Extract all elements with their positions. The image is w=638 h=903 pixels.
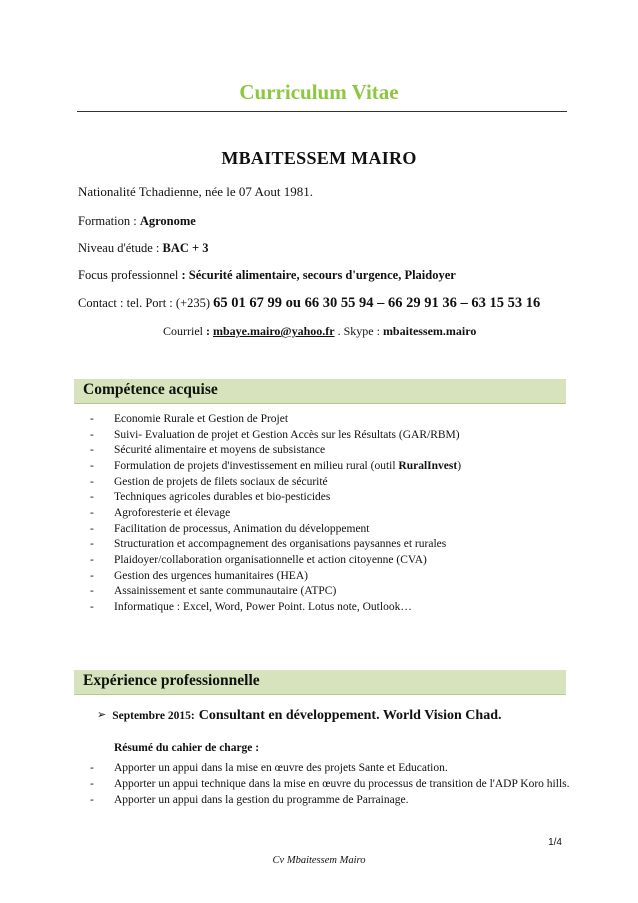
page-footer: Cv Mbaitessem Mairo: [272, 855, 366, 866]
list-item: [90, 428, 461, 444]
list-item-text: Assainissement et sante communautaire (ATPC): [114, 585, 337, 598]
list-item: [90, 412, 461, 428]
list-item-text: Agroforesterie et élevage: [114, 506, 231, 519]
dash: -: [90, 553, 94, 566]
list-item-text: Apporter un appui dans la mise en œuvre des projets Sante et Education.: [114, 762, 448, 774]
competence-list: [90, 412, 461, 616]
list-item: [90, 760, 570, 776]
dash: -: [90, 506, 94, 519]
cv-title: Curriculum Vitae: [239, 80, 399, 104]
task-list: [90, 760, 570, 808]
email-label: Courriel: [163, 324, 206, 338]
list-item: [90, 776, 570, 792]
email-line: [163, 324, 476, 339]
dash: -: [90, 428, 94, 441]
focus-line: [78, 268, 456, 283]
formation-value: Agronome: [139, 214, 196, 228]
dash: -: [90, 569, 94, 582]
list-item: [90, 506, 461, 522]
list-item-text: Gestion de projets de filets sociaux de sécurité: [114, 475, 328, 488]
list-item-text: Economie Rurale et Gestion de Projet: [114, 413, 289, 425]
person-name: MBAITESSEM MAIRO: [221, 148, 417, 168]
list-item-text: Facilitation de processus, Animation du développement: [114, 522, 370, 535]
formation-line: [78, 214, 196, 229]
dash: -: [90, 778, 94, 790]
list-item-text: Plaidoyer/collaboration organisationnelle et action citoyenne (CVA): [114, 553, 427, 566]
page-number: 1/4: [548, 837, 562, 848]
list-item: [90, 475, 461, 491]
dash: -: [90, 585, 94, 598]
list-item: [90, 459, 461, 475]
list-item-text: Techniques agricoles durables et bio-pesticides: [114, 491, 331, 504]
dash: -: [90, 794, 94, 806]
list-item: [90, 569, 461, 585]
list-item-bold: RuralInvest: [398, 459, 458, 472]
niveau-line: [78, 241, 209, 256]
list-item: [90, 443, 461, 459]
list-item: [90, 553, 461, 569]
list-item: [90, 490, 461, 506]
list-item-text-end: ): [457, 459, 462, 472]
list-item-text: Suivi- Evaluation de projet et Gestion Accès sur les Résultats (GAR/RBM): [114, 428, 460, 441]
experience-role-end: .: [497, 708, 502, 723]
dash: -: [90, 491, 94, 504]
list-item-text: Sécurité alimentaire et moyens de subsistance: [114, 444, 326, 457]
contact-phones: 65 01 67 99 ou 66 30 55 94 – 66 29 91 36 – 63 15 53 16: [213, 295, 541, 311]
section-competence-title: Compétence acquise: [83, 381, 218, 398]
skype-value: mbaitessem.mairo: [382, 324, 477, 338]
section-competence: [74, 379, 566, 404]
focus-value: : Sécurité alimentaire, secours d'urgence, Plaidoyer: [181, 268, 456, 282]
section-experience-title: Expérience professionnelle: [83, 672, 260, 689]
dash: -: [90, 459, 94, 472]
list-item: [90, 600, 461, 616]
list-item-text: Apporter un appui technique dans la mise en œuvre du processus de transition de l'ADP Koro hills.: [114, 778, 570, 790]
list-item-text: Informatique : Excel, Word, Power Point. Lotus note, Outlook…: [114, 600, 412, 613]
list-item: [90, 584, 461, 600]
experience-entry: [97, 706, 501, 724]
experience-date: Septembre 2015:: [112, 710, 195, 722]
dash: -: [90, 444, 94, 457]
list-item: [90, 537, 461, 553]
contact-line: [78, 295, 540, 312]
focus-label: Focus professionnel: [78, 268, 182, 282]
nationality-line: Nationalité Tchadienne, née le 07 Aout 1981.: [78, 184, 313, 199]
formation-label: Formation :: [78, 214, 140, 228]
contact-label: Contact : tel. Port : (+235): [78, 296, 214, 310]
email-sep: :: [206, 324, 213, 338]
dash: -: [90, 762, 94, 774]
dash: -: [90, 475, 94, 488]
list-item-text: Structuration et accompagnement des organisations paysannes et rurales: [114, 538, 447, 551]
dash: -: [90, 538, 94, 551]
list-item: [90, 522, 461, 538]
dash: -: [90, 600, 94, 613]
dash: -: [90, 522, 94, 535]
list-item: [90, 792, 570, 808]
dash: -: [90, 413, 94, 425]
resume-label: Résumé du cahier de charge :: [114, 742, 260, 754]
section-experience: [74, 670, 566, 695]
list-item-text: Apporter un appui dans la gestion du programme de Parrainage.: [114, 794, 409, 806]
niveau-label: Niveau d'étude :: [78, 241, 163, 255]
list-item-text: Formulation de projets d'investissement en milieu rural (outil: [114, 459, 399, 472]
skype-label: . Skype :: [334, 324, 383, 338]
email-link[interactable]: mbaye.mairo@yahoo.fr: [213, 324, 335, 338]
arrow-bullet-icon: ➢: [97, 708, 107, 721]
niveau-value: BAC + 3: [162, 241, 209, 255]
experience-role: Consultant en développement. World Vision Chad: [198, 708, 498, 723]
list-item-text: Gestion des urgences humanitaires (HEA): [114, 569, 308, 582]
title-rule: [77, 111, 567, 112]
